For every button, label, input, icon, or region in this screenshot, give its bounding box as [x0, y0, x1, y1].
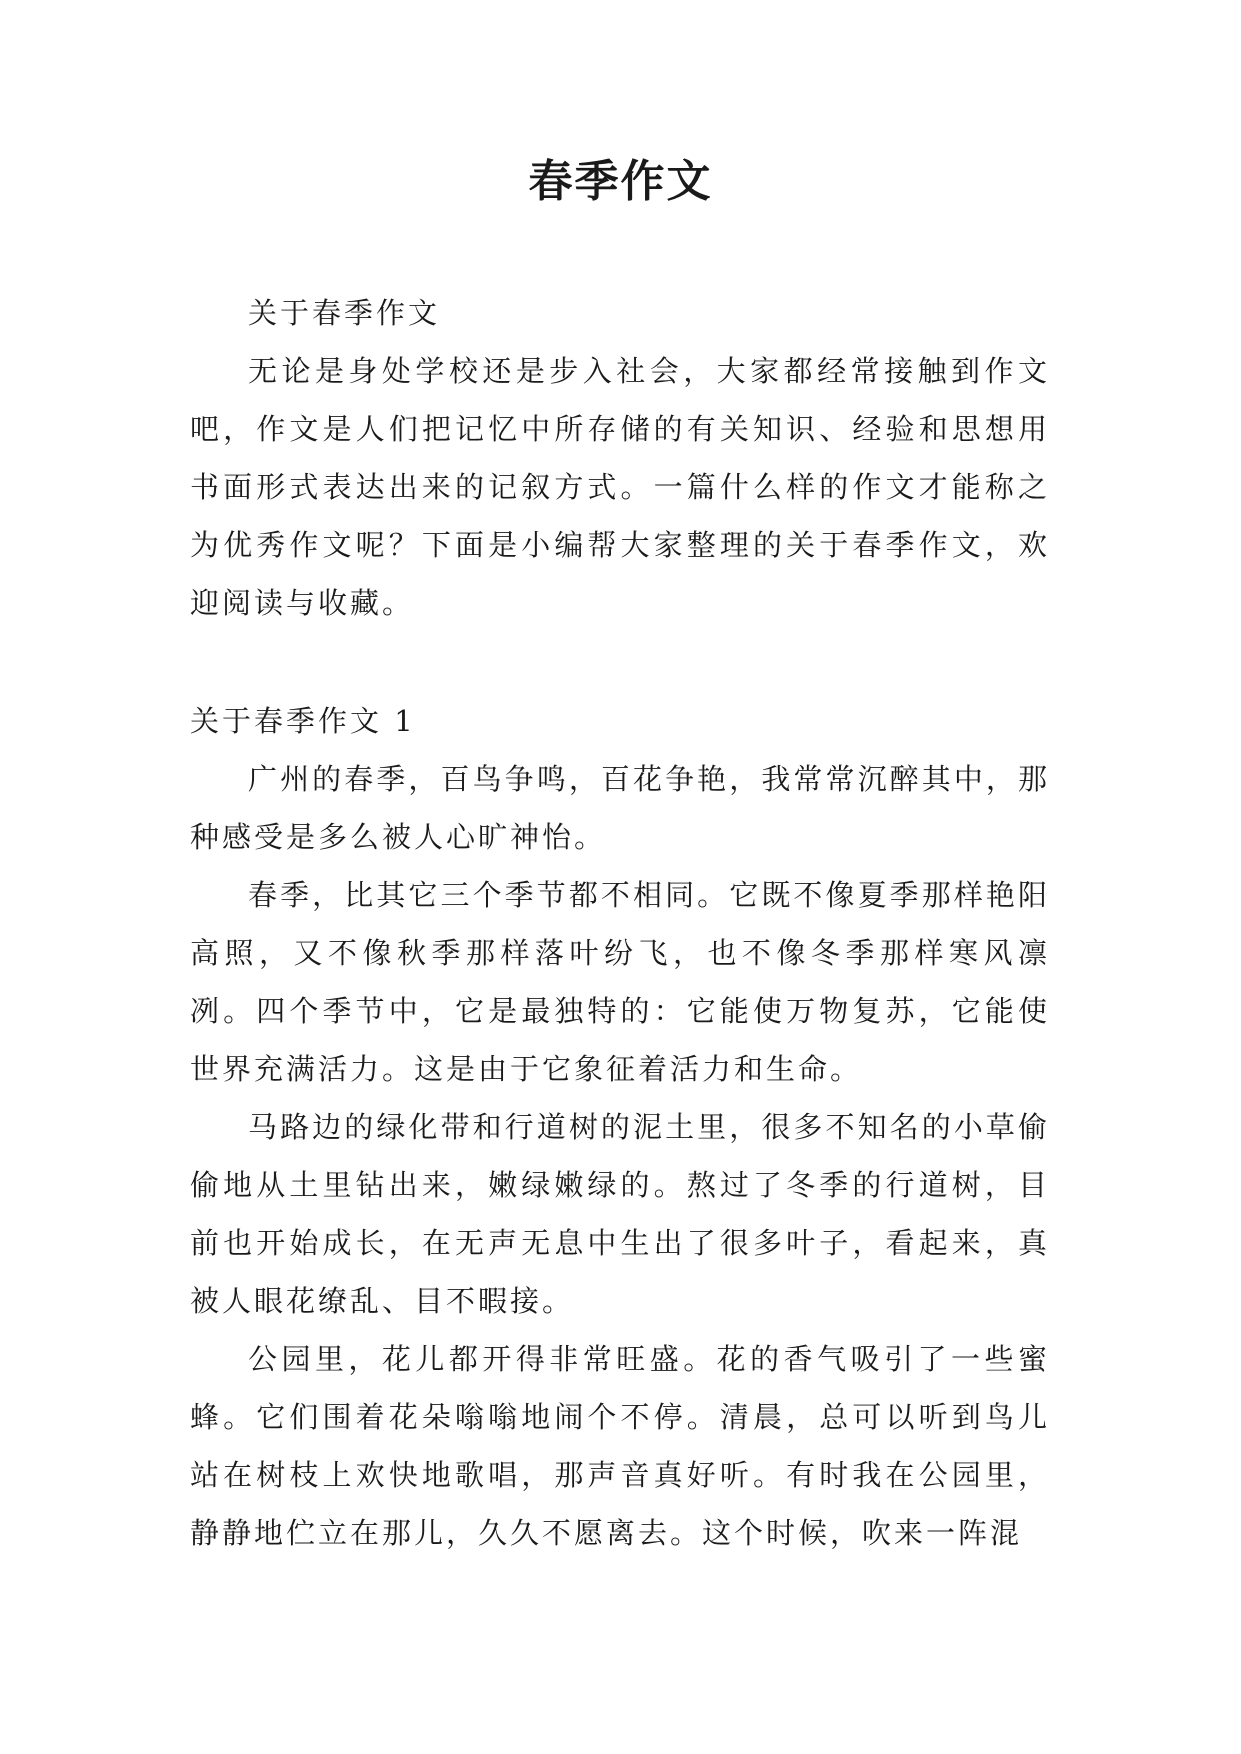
intro-section [190, 284, 1050, 632]
essay-1-paragraph: 马路边的绿化带和行道树的泥土里，很多不知名的小草偷偷地从土里钻出来，嫩绿嫩绿的。熬过了冬季的行道树，目前也开始成长，在无声无息中生出了很多叶子，看起来，真被人眼花缭乱、目不暇接。 [190, 1110, 1050, 1318]
essay-1-section [190, 692, 1050, 1562]
essay-1-paragraph: 春季，比其它三个季节都不相同。它既不像夏季那样艳阳高照，又不像秋季那样落叶纷飞，也不像冬季那样寒风凛冽。四个季节中，它是最独特的：它能使万物复苏，它能使世界充满活力。这是由于它象征着活力和生命。 [190, 878, 1050, 1086]
essay-1-paragraph: 公园里，花儿都开得非常旺盛。花的香气吸引了一些蜜蜂。它们围着花朵嗡嗡地闹个不停。清晨，总可以听到鸟儿站在树枝上欢快地歌唱，那声音真好听。有时我在公园里，静静地伫立在那儿，久久不愿离去。这个时候，吹来一阵混 [190, 1342, 1050, 1550]
essay-1-heading: 关于春季作文 1 [190, 704, 416, 738]
essay-1-paragraph: 广州的春季，百鸟争鸣，百花争艳，我常常沉醉其中，那种感受是多么被人心旷神怡。 [190, 762, 1050, 854]
intro-paragraph: 无论是身处学校还是步入社会，大家都经常接触到作文吧，作文是人们把记忆中所存储的有关知识、经验和思想用书面形式表达出来的记叙方式。一篇什么样的作文才能称之为优秀作文呢？下面是小编帮大家整理的关于春季作文，欢迎阅读与收藏。 [190, 354, 1050, 620]
intro-subtitle: 关于春季作文 [248, 296, 441, 330]
document-title: 春季作文 [528, 156, 713, 207]
